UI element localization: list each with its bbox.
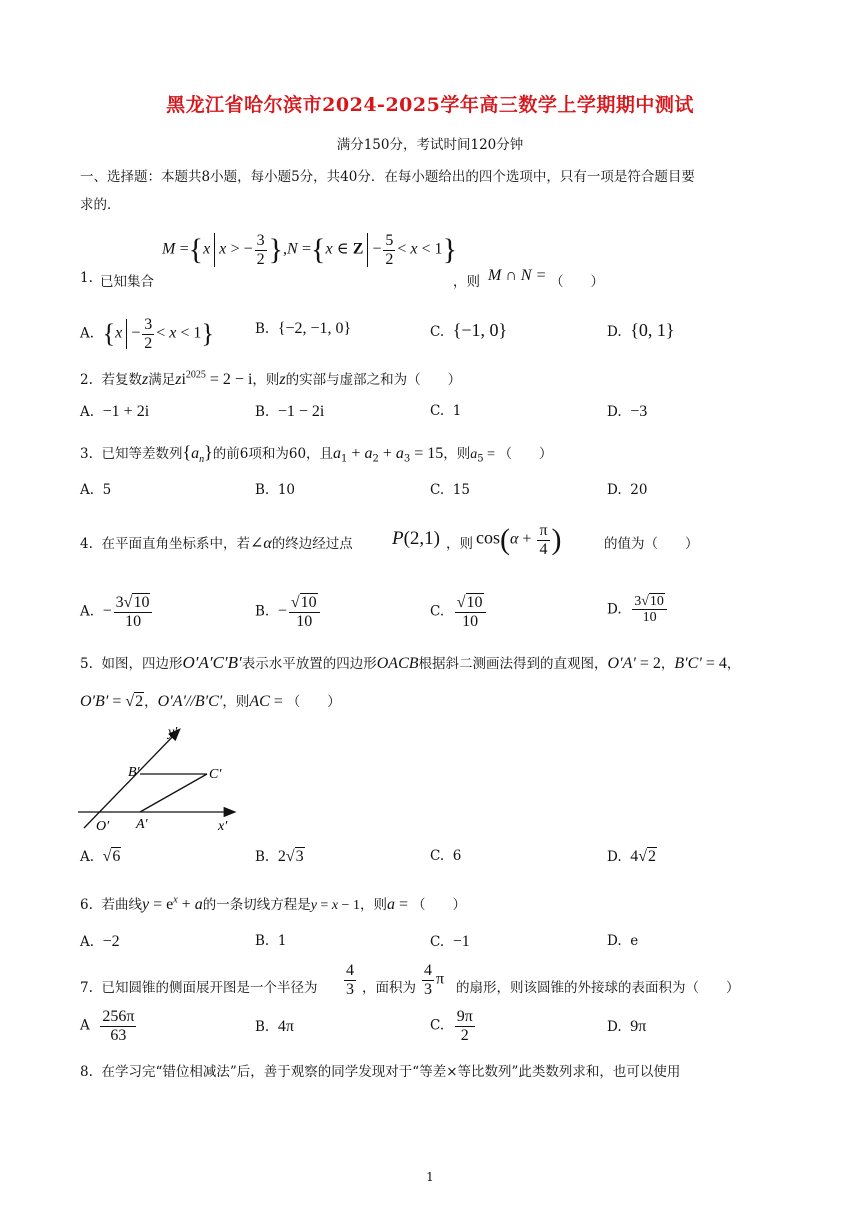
section-heading-line1: 一、选择题：本题共8小题，每小题5分，共40分．在每小题给出的四个选项中，只有一项是符合题目要 (80, 169, 695, 185)
q3-option-b[interactable]: B. 10 (255, 482, 295, 498)
q2-option-d[interactable]: D. −3 (607, 403, 648, 420)
q2-option-c[interactable]: C. 1 (430, 403, 462, 419)
q1-formula-sets: M ={x x > − $\frac{3}{2}$ },N ={x ∈ Z − $\frac{5}{2}$ < x < 1} (162, 232, 457, 268)
q4-option-b[interactable]: B. − $\frac{√10}{10}$ (255, 594, 322, 630)
q4-options (80, 588, 780, 634)
question-3: 3. 已知等差数列$\{a_n\}$的前6项和为60，且$a_1 + a_2 + a_3 = 15$，则$a_5$ = （ ） (80, 442, 553, 466)
q1-text-then: ，则 (453, 274, 480, 290)
q2-option-a[interactable]: A. −1 + 2i (80, 403, 150, 420)
q7-option-c[interactable]: C. $\frac{9\pi}{2}$ (430, 1008, 473, 1044)
q2-option-b[interactable]: B. −1 − 2i (255, 403, 325, 420)
q6-option-a[interactable]: A. −2 (80, 933, 120, 950)
q7-option-a[interactable]: A $\frac{256\pi}{63}$ (80, 1008, 135, 1044)
q5-option-c[interactable]: C. 6 (430, 848, 462, 864)
label-o: O′ (96, 819, 110, 834)
label-b: B′ (128, 765, 140, 780)
label-x: x′ (218, 819, 228, 834)
q1-option-c[interactable]: C. {−1, 0} (430, 320, 508, 340)
segment-ca (140, 774, 207, 812)
question-8: 8. 在学习完“错位相减法”后，善于观察的同学发现对于“等差×等比数列”此类数列求和，也可以使用 (80, 1064, 681, 1080)
q1-option-b[interactable]: B. {−2, −1, 0} (255, 320, 352, 337)
q1-options (80, 306, 780, 352)
question-5-line2: O′B′ = √2，O′A′//B′C′，则AC = （ ） (80, 693, 341, 710)
q3-option-d[interactable]: D. 20 (607, 482, 648, 498)
q4-option-a[interactable]: A. − $\frac{3√10}{10}$ (80, 594, 154, 630)
q3-option-a[interactable]: A. 5 (80, 482, 112, 498)
label-y: y′ (168, 725, 178, 740)
page-title: 黑龙江省哈尔滨市2024-2025学年高三数学上学期期中测试 (166, 94, 694, 116)
q4-option-d[interactable]: D. $\frac{3√10}{10}$ (607, 594, 669, 626)
q3-options (80, 482, 780, 512)
q1-intersection: M ∩ N = (488, 267, 547, 284)
q3-option-c[interactable]: C. 15 (430, 482, 470, 498)
q5-option-b[interactable]: B. 2√3 (255, 848, 304, 865)
question-6: 6. 若曲线$y = e^x + a$的一条切线方程是y = x − 1，则a = （ ） (80, 894, 466, 913)
q7-options (80, 1008, 780, 1054)
page-number: 1 (426, 1170, 434, 1184)
oblique-projection-figure (76, 720, 246, 840)
q4-cos-formula: cos(α + $\frac{\pi}{4}$ ) (476, 522, 562, 558)
q6-option-b[interactable]: B. 1 (255, 933, 287, 949)
q6-option-c[interactable]: C. −1 (430, 933, 470, 950)
exam-subtitle: 满分150分，考试时间120分钟 (336, 137, 524, 153)
q5-options (80, 848, 780, 878)
q5-option-a[interactable]: A. √6 (80, 848, 121, 865)
q4-option-c[interactable]: C. $\frac{√10}{10}$ (430, 594, 488, 630)
q1-paren: （ ） (550, 274, 604, 290)
q1-option-d[interactable]: D. {0, 1} (607, 320, 675, 340)
label-c: C′ (209, 767, 222, 782)
q1-number: 1. (80, 270, 93, 286)
q7-option-d[interactable]: D. 9π (607, 1018, 647, 1035)
question-2: 2. 若复数z满足$zi^{2025} = 2 - i$，则z的实部与虚部之和为（ ） (80, 369, 462, 388)
q6-options (80, 933, 780, 963)
label-a: A′ (136, 817, 148, 832)
q4-point: P(2,1) (392, 528, 441, 549)
q7-option-b[interactable]: B. 4π (255, 1018, 294, 1035)
question-5-line1: 5. 如图，四边形O′A′C′B′表示水平放置的四边形OACB根据斜二测画法得到的直观图，O′A′ = 2，B′C′ = 4， (80, 653, 741, 672)
q2-options (80, 403, 780, 433)
section-heading-line2: 求的． (80, 197, 121, 213)
q6-option-d[interactable]: D. e (607, 933, 639, 949)
q1-text: 已知集合 (100, 274, 154, 290)
q5-option-d[interactable]: D. 4√2 (607, 848, 657, 865)
q1-option-a[interactable]: A. {x − $\frac{3}{2}$ < x < 1} (80, 316, 214, 352)
